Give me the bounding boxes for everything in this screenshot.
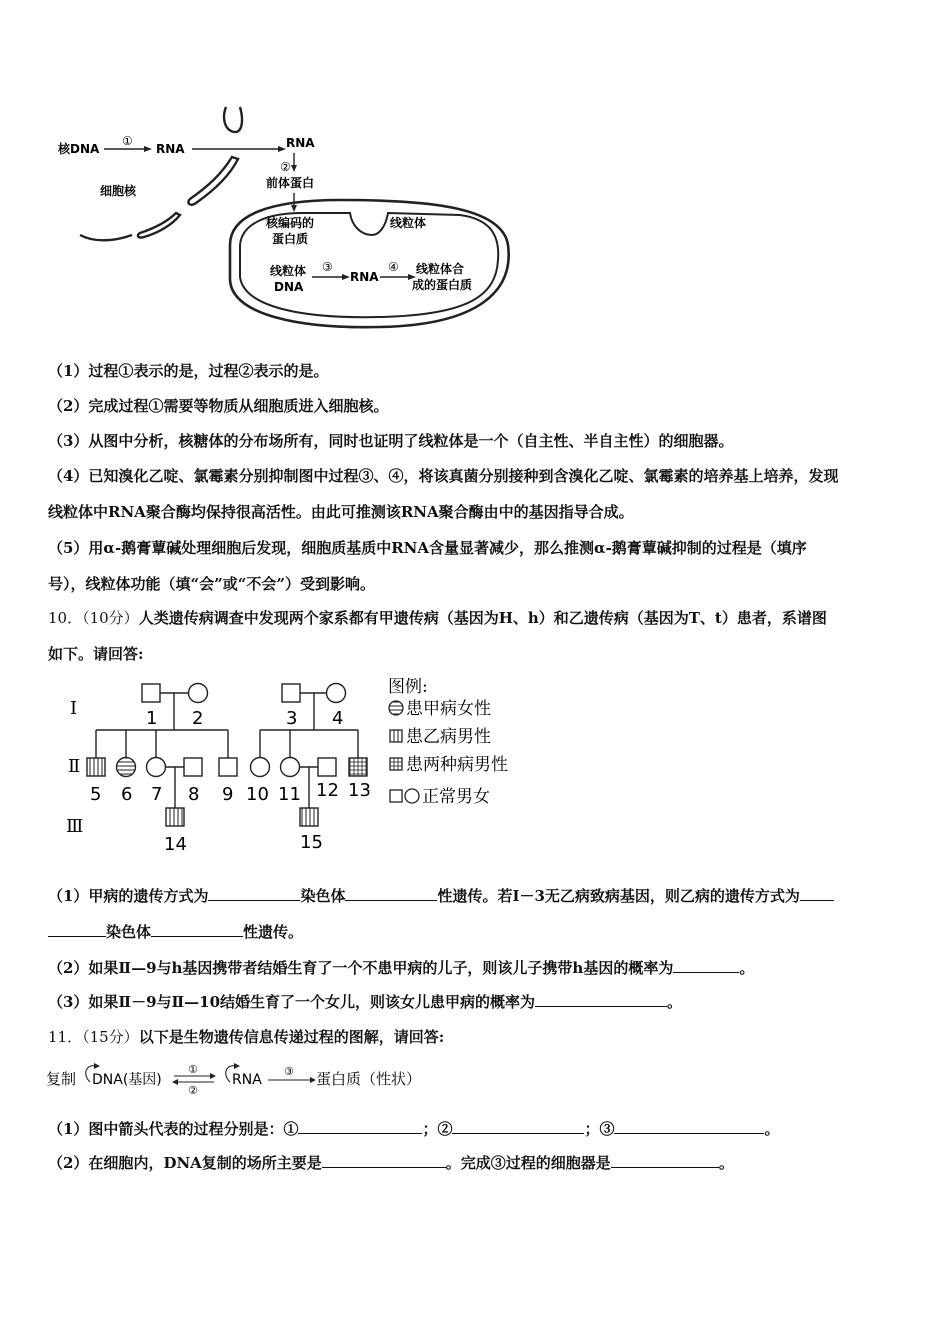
circle-3-marker: ③ <box>284 1065 294 1078</box>
pedigree-chart <box>60 672 540 857</box>
nuclear-envelope-bottom <box>80 235 132 240</box>
individual-14-male-disease-b <box>166 808 184 826</box>
q10-text-a: 人类遗传病调查中发现两个家系都有甲遗传病（基因为H、h）和乙遗传病（基因为T、t）患者，系谱图 <box>138 609 827 627</box>
nuclear-protein-label-2: 蛋白质 <box>272 232 309 246</box>
q9-part5-line1: （5）用α-鹅膏蕈碱处理细胞后发现，细胞质基质中RNA含量显著减少，那么推测α-鹅膏蕈碱抑制的过程是（填序 <box>48 539 807 557</box>
q10-blank-2[interactable] <box>345 886 437 901</box>
q11-2c: 。 <box>718 1154 734 1172</box>
q10-blank-3-cont[interactable] <box>48 922 106 937</box>
q11-blank-3[interactable] <box>614 1119 764 1134</box>
nuclear-protein-label-1: 核编码的 <box>266 216 315 230</box>
q11-2b: 。完成③过程的细胞器是 <box>445 1154 611 1172</box>
individual-13-male-both-diseases <box>349 758 367 776</box>
label-13: 13 <box>348 780 371 801</box>
central-dogma-diagram <box>46 1060 446 1100</box>
q9-part2: （2）完成过程①需要等物质从细胞质进入细胞核。 <box>48 397 389 415</box>
q11-text: 以下是生物遗传信息传递过程的图解，请回答: <box>138 1028 445 1046</box>
q10-part3 <box>48 991 682 1012</box>
individual-10-female <box>251 758 270 777</box>
q11-part2 <box>48 1152 734 1173</box>
q10-blank-5[interactable] <box>673 958 739 973</box>
q10-1d: 染色体 <box>106 923 152 941</box>
individual-4-female <box>327 684 346 703</box>
individual-12-male <box>318 758 336 776</box>
q11-blank-4[interactable] <box>322 1153 446 1168</box>
gene-expression-diagram <box>40 95 520 335</box>
q10-1a: （1）甲病的遗传方式为 <box>48 887 209 905</box>
legend-disease-a-female-symbol <box>389 701 403 715</box>
q9-part4-line2: 线粒体中RNA聚合酶均保持很高活性。由此可推测该RNA聚合酶由中的基因指导合成。 <box>48 503 634 521</box>
individual-9-male <box>219 758 237 776</box>
q11-1d: 。 <box>764 1120 780 1138</box>
q11-part1 <box>48 1118 780 1139</box>
q11-2a: （2）在细胞内，DNA复制的场所主要是 <box>48 1154 322 1172</box>
q10-part1-line1 <box>48 885 834 906</box>
q10-3a: （3）如果Ⅱ－9与Ⅱ—10结婚生育了一个女儿，则该女儿患甲病的概率为 <box>48 993 536 1011</box>
rna-mt-label: RNA <box>350 270 379 284</box>
q11-1a: （1）图中箭头代表的过程分别是：① <box>48 1120 299 1138</box>
nucleus-label: 细胞核 <box>100 184 137 198</box>
nuclear-dna-label: 核DNA <box>58 142 100 156</box>
label-11: 11 <box>278 784 301 805</box>
label-2: 2 <box>192 708 204 729</box>
q9-part1: （1）过程①表示的是，过程②表示的是。 <box>48 362 329 380</box>
q10-blank-3[interactable] <box>800 886 834 901</box>
q10-3b: 。 <box>667 993 683 1011</box>
q9-part4-line1: （4）已知溴化乙啶、氯霉素分别抑制图中过程③、④，将该真菌分别接种到含溴化乙啶、氯霉素的培养基上培养，发现 <box>48 467 839 485</box>
rna-left-label: RNA <box>156 142 185 156</box>
generation-3-label: Ⅲ <box>66 816 84 837</box>
label-14: 14 <box>164 834 187 855</box>
individual-2-female <box>189 684 208 703</box>
q10-stem-line1 <box>48 607 827 628</box>
q11-blank-2[interactable] <box>452 1119 584 1134</box>
q10-stem-line2: 如下。请回答: <box>48 645 144 663</box>
individual-8-male <box>184 758 202 776</box>
legend-normal-female-symbol <box>405 789 419 803</box>
replicate-label: 复制 <box>46 1070 77 1088</box>
q10-number: 10．（10分） <box>48 609 139 627</box>
mt-dna-label-1: 线粒体 <box>270 264 307 278</box>
rna-right-label: RNA <box>286 136 315 150</box>
q11-1c: ；③ <box>584 1120 615 1138</box>
dna-gene-label: DNA(基因) <box>92 1072 162 1088</box>
q10-1e: 性遗传。 <box>243 923 304 941</box>
legend-disease-b-male-symbol <box>390 730 402 742</box>
mitochondrion-label: 线粒体 <box>390 216 427 230</box>
nuclear-envelope-top <box>224 107 242 132</box>
individual-5-male-disease-b <box>87 758 105 776</box>
individual-15-male-disease-b <box>300 808 318 826</box>
rna-label: RNA <box>232 1072 262 1088</box>
mt-protein-label-2: 成的蛋白质 <box>412 278 473 292</box>
label-15: 15 <box>300 832 323 853</box>
circle-1-marker: ① <box>188 1063 198 1076</box>
legend-both-male: 患两种病男性 <box>406 755 508 775</box>
individual-11-female <box>281 758 300 777</box>
q11-1b: ；② <box>422 1120 453 1138</box>
label-6: 6 <box>121 784 133 805</box>
q9-part3: （3）从图中分析，核糖体的分布场所有，同时也证明了线粒体是一个（自主性、半自主性）的细胞器。 <box>48 432 734 450</box>
generation-2-label: Ⅱ <box>68 756 81 777</box>
label-7: 7 <box>151 784 163 805</box>
individual-1-male <box>142 684 160 702</box>
legend-disease-b-male: 患乙病男性 <box>406 727 491 747</box>
q11-blank-5[interactable] <box>611 1153 719 1168</box>
q10-part2 <box>48 957 754 978</box>
generation-1-label: Ⅰ <box>70 698 78 719</box>
label-4: 4 <box>332 708 344 729</box>
individual-7-female <box>147 758 166 777</box>
q10-1b: 染色体 <box>300 887 346 905</box>
individual-6-female-disease-a <box>117 758 136 777</box>
label-8: 8 <box>188 784 200 805</box>
label-5: 5 <box>90 784 102 805</box>
label-12: 12 <box>316 780 339 801</box>
q10-blank-1[interactable] <box>208 886 300 901</box>
legend-both-male-symbol <box>390 758 402 770</box>
legend-normal-male-symbol <box>390 790 402 802</box>
q10-1c: 性遗传。若Ⅰ－3无乙病致病基因，则乙病的遗传方式为 <box>437 887 800 905</box>
q11-number: 11．（15分） <box>48 1028 139 1046</box>
step-3-marker: ③ <box>322 260 333 274</box>
q11-stem <box>48 1026 444 1047</box>
label-10: 10 <box>246 784 269 805</box>
legend-disease-a-female: 患甲病女性 <box>406 699 491 719</box>
mt-protein-label-1: 线粒体合 <box>416 262 465 276</box>
label-1: 1 <box>146 708 158 729</box>
label-3: 3 <box>286 708 298 729</box>
label-9: 9 <box>222 784 234 805</box>
protein-trait-label: 蛋白质（性状） <box>316 1070 422 1088</box>
step-4-marker: ④ <box>388 260 399 274</box>
q10-blank-6[interactable] <box>535 992 667 1007</box>
q11-blank-1[interactable] <box>298 1119 422 1134</box>
circle-2-marker: ② <box>188 1084 198 1097</box>
legend-normal: 正常男女 <box>422 787 490 807</box>
nuclear-envelope-mid <box>188 157 238 205</box>
step-2-marker: ② <box>280 160 291 174</box>
q9-part5-line2: 号），线粒体功能（填“会”或“不会”）受到影响。 <box>48 575 376 593</box>
q10-blank-4[interactable] <box>151 922 243 937</box>
individual-3-male <box>282 684 300 702</box>
q10-2a: （2）如果Ⅱ—9与h基因携带者结婚生育了一个不患甲病的儿子，则该儿子携带h基因的概率为 <box>48 959 674 977</box>
step-1-marker: ① <box>122 134 133 148</box>
legend-title: 图例: <box>388 677 428 697</box>
nuclear-envelope-low <box>138 213 180 238</box>
q10-part1-line2 <box>48 921 303 942</box>
q10-2b: 。 <box>739 959 755 977</box>
precursor-protein-label: 前体蛋白 <box>266 176 315 190</box>
mt-dna-label-2: DNA <box>274 280 304 294</box>
